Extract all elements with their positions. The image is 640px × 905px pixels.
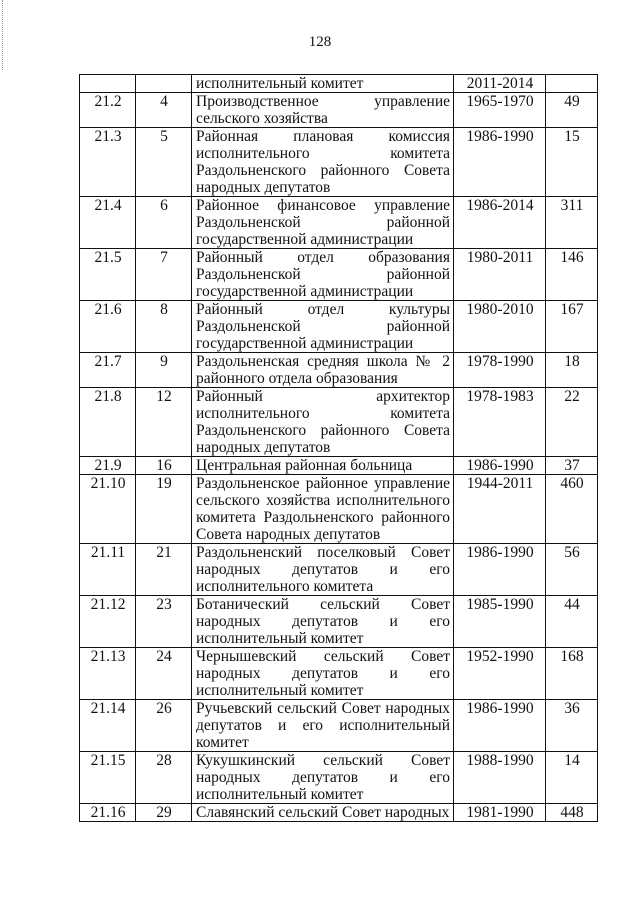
- table-row: [80, 353, 598, 388]
- cell-fund-name: Раздольненский поселковый Совет народных депутатов и его исполнительного комитета: [192, 544, 454, 596]
- cell-fund-number: 29: [136, 804, 192, 822]
- cell-section: 21.12: [80, 596, 136, 648]
- table-row: [80, 93, 598, 128]
- cell-item-count: 44: [546, 596, 598, 648]
- cell-section: [80, 75, 136, 93]
- cell-section: 21.14: [80, 700, 136, 752]
- cell-fund-name: исполнительный комитет: [192, 75, 454, 93]
- cell-section: 21.8: [80, 388, 136, 457]
- cell-item-count: 37: [546, 457, 598, 475]
- cell-fund-number: 19: [136, 475, 192, 544]
- cell-section: 21.4: [80, 197, 136, 249]
- cell-section: 21.16: [80, 804, 136, 822]
- cell-section: 21.15: [80, 752, 136, 804]
- table-row: [80, 457, 598, 475]
- cell-fund-number: 23: [136, 596, 192, 648]
- cell-fund-number: 9: [136, 353, 192, 388]
- cell-fund-number: 12: [136, 388, 192, 457]
- cell-fund-number: 16: [136, 457, 192, 475]
- table-row: [80, 301, 598, 353]
- cell-date-range: 1981-1990: [454, 804, 546, 822]
- cell-section: 21.5: [80, 249, 136, 301]
- cell-fund-name: Центральная районная больница: [192, 457, 454, 475]
- cell-fund-name: Чернышевский сельский Совет народных депутатов и его исполнительный комитет: [192, 648, 454, 700]
- cell-date-range: 1980-2011: [454, 249, 546, 301]
- table-row: [80, 752, 598, 804]
- cell-date-range: 1986-1990: [454, 544, 546, 596]
- cell-item-count: 14: [546, 752, 598, 804]
- cell-date-range: 1965-1970: [454, 93, 546, 128]
- cell-fund-name: Районное финансовое управление Раздольненской районной государственной администрации: [192, 197, 454, 249]
- cell-date-range: 1986-1990: [454, 700, 546, 752]
- cell-item-count: 49: [546, 93, 598, 128]
- table-row: [80, 596, 598, 648]
- cell-fund-number: 5: [136, 128, 192, 197]
- cell-item-count: 15: [546, 128, 598, 197]
- cell-fund-number: 26: [136, 700, 192, 752]
- cell-fund-name: Славянский сельский Совет народных: [192, 804, 454, 822]
- cell-item-count: 56: [546, 544, 598, 596]
- cell-item-count: 460: [546, 475, 598, 544]
- table-row: [80, 648, 598, 700]
- cell-item-count: 167: [546, 301, 598, 353]
- cell-fund-number: [136, 75, 192, 93]
- cell-date-range: 1986-1990: [454, 128, 546, 197]
- cell-section: 21.2: [80, 93, 136, 128]
- table-row: [80, 249, 598, 301]
- cell-item-count: 146: [546, 249, 598, 301]
- cell-fund-name: Производственное управление сельского хозяйства: [192, 93, 454, 128]
- cell-fund-number: 21: [136, 544, 192, 596]
- cell-fund-number: 28: [136, 752, 192, 804]
- cell-fund-name: Районная плановая комиссия исполнительного комитета Раздольненского районного Совета народных депутатов: [192, 128, 454, 197]
- cell-section: 21.6: [80, 301, 136, 353]
- cell-fund-number: 8: [136, 301, 192, 353]
- table-row: [80, 75, 598, 93]
- cell-date-range: 1985-1990: [454, 596, 546, 648]
- table-row: [80, 544, 598, 596]
- cell-fund-number: 6: [136, 197, 192, 249]
- cell-date-range: 1944-2011: [454, 475, 546, 544]
- cell-item-count: 18: [546, 353, 598, 388]
- cell-item-count: 36: [546, 700, 598, 752]
- cell-date-range: 1980-2010: [454, 301, 546, 353]
- table-row: [80, 804, 598, 822]
- cell-item-count: 168: [546, 648, 598, 700]
- archive-fund-table: [79, 74, 598, 822]
- table-body: [80, 75, 598, 822]
- cell-section: 21.10: [80, 475, 136, 544]
- cell-item-count: 311: [546, 197, 598, 249]
- cell-date-range: 1986-1990: [454, 457, 546, 475]
- table-row: [80, 388, 598, 457]
- cell-fund-name: Раздольненская средняя школа № 2 районного отдела образования: [192, 353, 454, 388]
- cell-item-count: 448: [546, 804, 598, 822]
- cell-fund-number: 4: [136, 93, 192, 128]
- page-number: 128: [308, 34, 332, 50]
- cell-date-range: 1952-1990: [454, 648, 546, 700]
- cell-fund-name: Раздольненское районное управление сельского хозяйства исполнительного комитета Раздольненского районного Совета народных депутатов: [192, 475, 454, 544]
- cell-item-count: 22: [546, 388, 598, 457]
- cell-date-range: 1978-1990: [454, 353, 546, 388]
- cell-date-range: 1978-1983: [454, 388, 546, 457]
- table-row: [80, 128, 598, 197]
- cell-fund-name: Районный архитектор исполнительного комитета Раздольненского районного Совета народных депутатов: [192, 388, 454, 457]
- cell-item-count: [546, 75, 598, 93]
- cell-fund-name: Ботанический сельский Совет народных депутатов и его исполнительный комитет: [192, 596, 454, 648]
- cell-fund-name: Районный отдел образования Раздольненской районной государственной администрации: [192, 249, 454, 301]
- cell-fund-name: Ручьевский сельский Совет народных депутатов и его исполнительный комитет: [192, 700, 454, 752]
- cell-fund-number: 24: [136, 648, 192, 700]
- cell-fund-name: Кукушкинский сельский Совет народных депутатов и его исполнительный комитет: [192, 752, 454, 804]
- cell-section: 21.9: [80, 457, 136, 475]
- cell-fund-name: Районный отдел культуры Раздольненской районной государственной администрации: [192, 301, 454, 353]
- cell-date-range: 2011-2014: [454, 75, 546, 93]
- cell-date-range: 1986-2014: [454, 197, 546, 249]
- cell-section: 21.13: [80, 648, 136, 700]
- table-row: [80, 700, 598, 752]
- cell-fund-number: 7: [136, 249, 192, 301]
- table-row: [80, 197, 598, 249]
- cell-date-range: 1988-1990: [454, 752, 546, 804]
- table-row: [80, 475, 598, 544]
- cell-section: 21.7: [80, 353, 136, 388]
- cell-section: 21.3: [80, 128, 136, 197]
- cell-section: 21.11: [80, 544, 136, 596]
